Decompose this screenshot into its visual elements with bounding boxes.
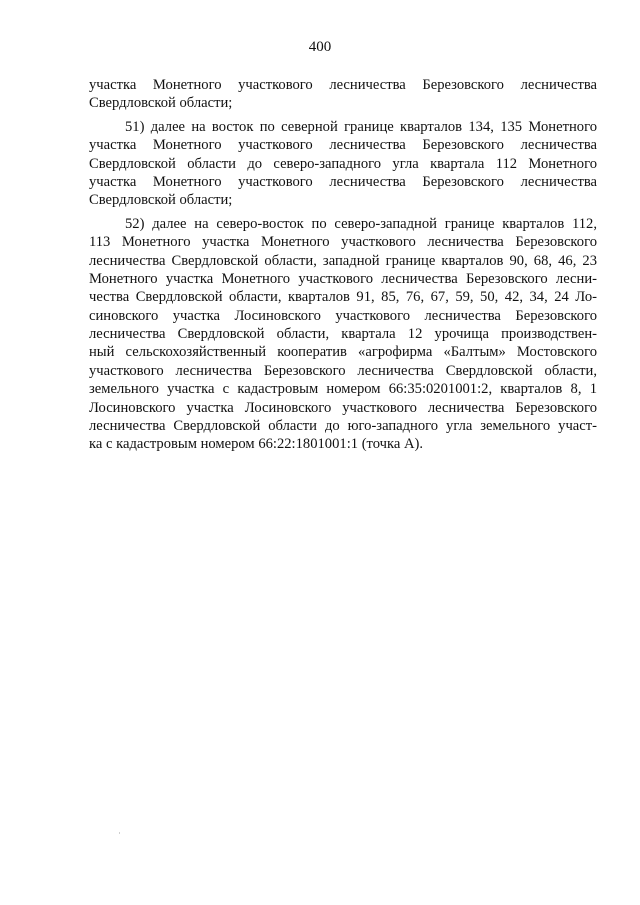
text-line: чества Свердловской области, кварталов 91, 85, 76, 67, 59, 50, 42, 34, 24 Ло- xyxy=(89,289,597,306)
text-line: участка Монетного участкового лесничества Березовского лесничества xyxy=(89,77,597,93)
paragraph-continuation xyxy=(89,76,597,113)
scan-speck xyxy=(119,832,120,834)
text-line: Свердловской области до северо-западного угла квартала 112 Монетного xyxy=(89,155,597,172)
text-line: лесничества Свердловской области, квартала 12 урочища производствен- xyxy=(89,326,597,343)
paragraph-51 xyxy=(89,118,597,210)
text-line: Лосиновского участка Лосиновского участкового лесничества Березовского xyxy=(89,399,597,416)
text-line: Свердловской области; xyxy=(89,192,233,209)
text-line: Свердловской области; xyxy=(89,95,233,112)
text-line: 113 Монетного участка Монетного участкового лесничества Березовского xyxy=(89,234,597,251)
text-line: Монетного участка Монетного участкового лесничества Березовского лесни- xyxy=(89,270,597,287)
text-line: участка Монетного участкового лесничества Березовского лесничества xyxy=(89,173,597,190)
paragraph-52 xyxy=(89,215,597,454)
page-number: 400 xyxy=(308,39,332,55)
text-line: лесничества Свердловской области, западной границе кварталов 90, 68, 46, 23 xyxy=(89,252,597,269)
text-line: синовского участка Лосиновского участкового лесничества Березовского xyxy=(89,307,597,324)
text-line: ка с кадастровым номером 66:22:1801001:1 (точка А). xyxy=(89,436,424,453)
document-body xyxy=(89,76,597,459)
text-line: лесничества Свердловской области до юго-западного угла земельного участ- xyxy=(89,418,597,435)
text-line: 52) далее на северо-восток по северо-западной границе кварталов 112, xyxy=(125,215,597,232)
text-line: земельного участка с кадастровым номером 66:35:0201001:2, кварталов 8, 1 xyxy=(89,381,597,398)
text-line: участкового лесничества Березовского лесничества Свердловской области, xyxy=(89,362,597,379)
text-line: ный сельскохозяйственный кооператив «агрофирма «Балтым» Мостовского xyxy=(89,344,597,361)
text-line: участка Монетного участкового лесничества Березовского лесничества xyxy=(89,137,597,154)
text-line: 51) далее на восток по северной границе кварталов 134, 135 Монетного xyxy=(125,118,597,135)
